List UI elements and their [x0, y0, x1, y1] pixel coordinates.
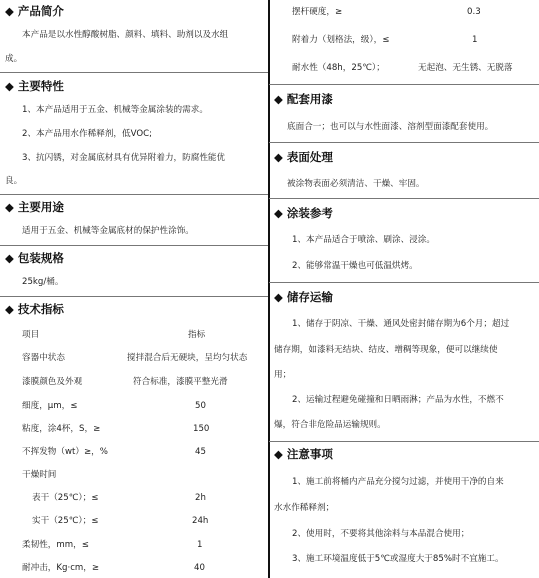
- spec-label: 附着力（划格法，级），≤: [292, 35, 390, 45]
- spec-label: 柔韧性，mm，≤: [22, 540, 89, 550]
- right-column: [269, 0, 539, 578]
- section-title-surface: ◆ 表面处理: [274, 150, 333, 164]
- surface-text: 被涂物表面必须清洁、干燥、牢固。: [287, 179, 425, 189]
- feature-item-2: 2、本产品用水作稀释剂，低VOC;: [22, 129, 152, 139]
- storage-line: 1、储存于阴凉、干燥、通风处密封储存期为6个月；超过: [292, 319, 510, 329]
- spec-value: 1: [197, 540, 203, 550]
- divider: [0, 194, 268, 195]
- spec-value: 符合标准，漆膜平整光滑: [133, 377, 228, 387]
- notes-line: 2、使用时，不要将其他涂料与本品混合使用；: [292, 529, 470, 539]
- divider: [269, 198, 539, 199]
- divider: [0, 72, 268, 73]
- intro-line-2: 成。: [5, 54, 23, 64]
- feature-item-3a: 3、抗闪锈，对金属底材具有优异附着力，防腐性能优: [22, 153, 226, 163]
- notes-line: 水水作稀释剂；: [274, 503, 335, 513]
- section-title-features: ◆ 主要特性: [5, 79, 64, 93]
- spec-value: 无起泡、无生锈、无脱落: [418, 63, 513, 73]
- specs-header-item: 项目: [22, 330, 40, 340]
- spec-value: 150: [193, 424, 210, 434]
- feature-item-3b: 良。: [5, 176, 23, 186]
- spec-value: 0.3: [467, 7, 481, 17]
- spec-label: 漆膜颜色及外观: [22, 377, 83, 387]
- spec-value: 搅拌混合后无硬块，呈均匀状态: [127, 353, 248, 363]
- intro-line-1: 本产品是以水性醇酸树脂、颜料、填料、助剂以及水组: [22, 30, 229, 40]
- spec-label: 耐水性（48h，25℃）；: [292, 63, 385, 73]
- spec-value: 40: [194, 563, 205, 573]
- spec-label: 摆杆硬度，≥: [292, 7, 343, 17]
- feature-item-1: 1、本产品适用于五金、机械等金属涂装的需求。: [22, 105, 208, 115]
- left-column: [0, 0, 268, 578]
- section-title-intro: ◆ 产品简介: [5, 4, 64, 18]
- spec-value: 45: [195, 447, 206, 457]
- section-title-usage: ◆ 主要用途: [5, 200, 64, 214]
- section-title-packaging: ◆ 包装规格: [5, 251, 64, 265]
- usage-text: 适用于五金、机械等金属底材的保护性涂饰。: [22, 226, 194, 236]
- divider: [0, 296, 268, 297]
- spec-label: 干燥时间: [22, 470, 57, 480]
- storage-line: 爆，符合非危险品运输规则。: [274, 420, 386, 430]
- section-title-coating: ◆ 涂装参考: [274, 206, 333, 220]
- divider: [0, 245, 268, 246]
- storage-line: 2、运输过程避免碰撞和日晒雨淋；产品为水性，不燃不: [292, 395, 504, 405]
- divider: [269, 441, 539, 442]
- coating-item-2: 2、能够常温干燥也可低温烘烤。: [292, 261, 418, 271]
- coating-item-1: 1、本产品适合于喷涂、刷涂、浸涂。: [292, 235, 435, 245]
- spec-value: 2h: [195, 493, 206, 503]
- packaging-text: 25kg/桶。: [22, 277, 64, 287]
- section-title-storage: ◆ 储存运输: [274, 290, 333, 304]
- notes-line: 3、施工环境温度低于5℃或湿度大于85%时不宜施工。: [292, 554, 504, 564]
- notes-line: 1、施工前将桶内产品充分搅匀过滤，并使用干净的自来: [292, 477, 504, 487]
- divider: [269, 84, 539, 85]
- spec-label: 不挥发物（wt）≥，%: [22, 447, 108, 457]
- section-title-notes: ◆ 注意事项: [274, 447, 333, 461]
- spec-value: 1: [472, 35, 478, 45]
- spec-label: 耐冲击，Kg·cm，≥: [22, 563, 100, 573]
- spec-label: 粘度，涂4杯，S，≥: [22, 424, 101, 434]
- divider: [269, 282, 539, 283]
- spec-label: 细度，μm，≤: [22, 401, 78, 411]
- spec-value: 24h: [192, 516, 209, 526]
- section-title-specs: ◆ 技术指标: [5, 302, 64, 316]
- spec-label: 表干（25℃）；≤: [32, 493, 99, 503]
- spec-label: 容器中状态: [22, 353, 65, 363]
- specs-header-value: 指标: [188, 330, 206, 340]
- section-title-matching: ◆ 配套用漆: [274, 92, 333, 106]
- matching-text: 底面合一；也可以与水性面漆、溶剂型面漆配套使用。: [287, 122, 494, 132]
- storage-line: 储存期，如漆料无结块、结皮、增稠等现象，便可以继续使: [274, 345, 498, 355]
- spec-value: 50: [195, 401, 206, 411]
- divider: [269, 142, 539, 143]
- spec-label: 实干（25℃）；≤: [32, 516, 99, 526]
- storage-line: 用；: [274, 370, 292, 380]
